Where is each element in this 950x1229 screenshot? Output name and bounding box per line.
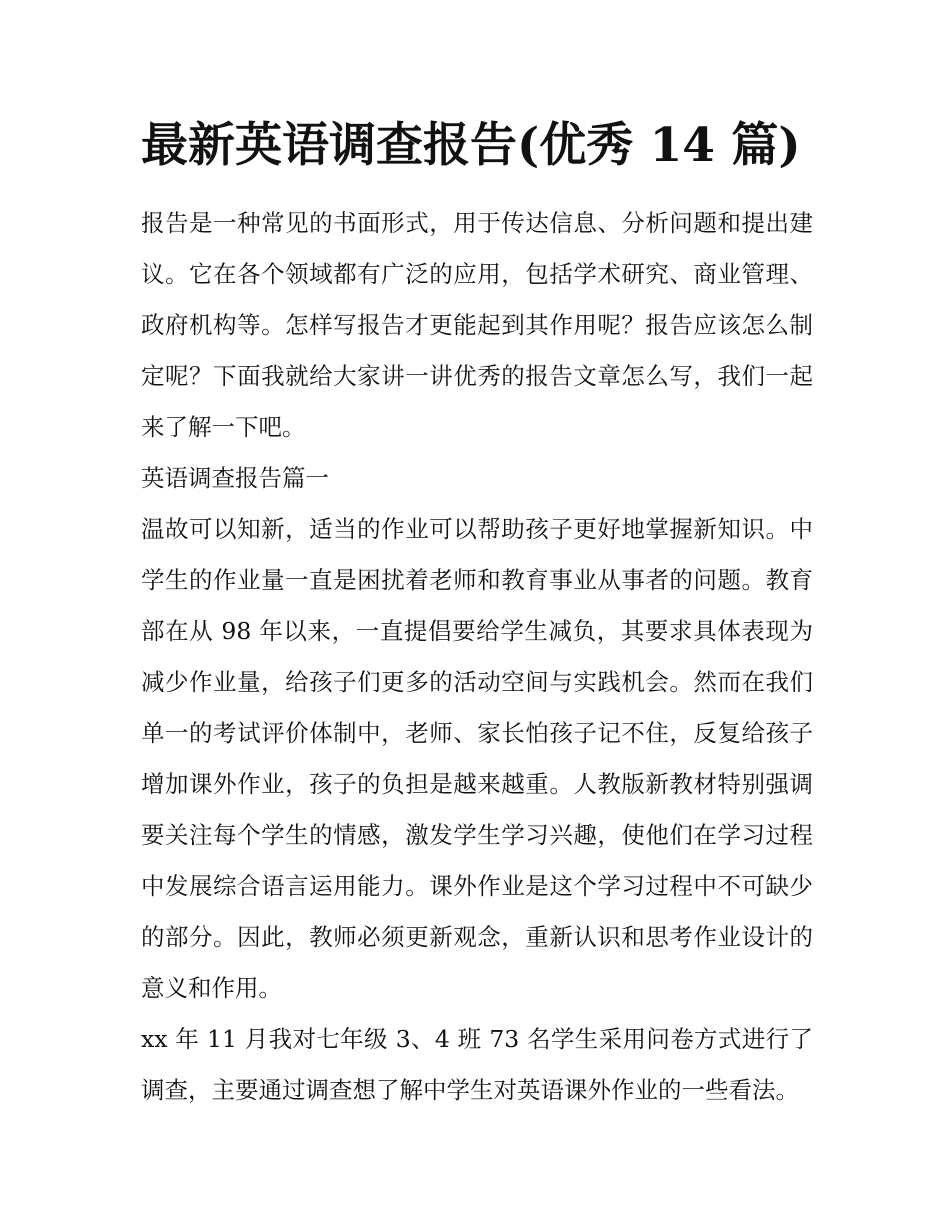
intro-paragraph: 报告是一种常见的书面形式，用于传达信息、分析问题和提出建议。它在各个领域都有广泛的应用，包括学术研究、商业管理、政府机构等。怎样写报告才更能起到其作用呢？报告应该怎么制定呢？下面我就给大家讲一讲优秀的报告文章怎么写，我们一起来了解一下吧。 (141, 209, 813, 441)
body-paragraph: 温故可以知新，适当的作业可以帮助孩子更好地掌握新知识。中学生的作业量一直是困扰着老师和教育事业从事者的问题。教育部在从 98 年以来，一直提倡要给学生减负，其要求具体表现为减少作业量，给孩子们更多的活动空间与实践机会。然而在我们单一的考试评价体制中，老师、家长怕孩子记不住，反复给孩子增加课外作业，孩子的负担是越来越重。人教版新教材特别强调要关注每个学生的情感，激发学生学习兴趣，使他们在学习过程中发展综合语言运用能力。课外作业是这个学习过程中不可缺少的部分。因此，教师必须更新观念，重新认识和思考作业设计的意义和作用。 (141, 515, 813, 1002)
section-heading: 英语调查报告篇一 (141, 464, 329, 492)
document-title: 最新英语调查报告(优秀 14 篇) (141, 118, 801, 173)
survey-paragraph: xx 年 11 月我对七年级 3、4 班 73 名学生采用问卷方式进行了调查，主要通过调查想了解中学生对英语课外作业的一些看法。 (141, 1025, 813, 1104)
document-body (141, 112, 813, 1116)
